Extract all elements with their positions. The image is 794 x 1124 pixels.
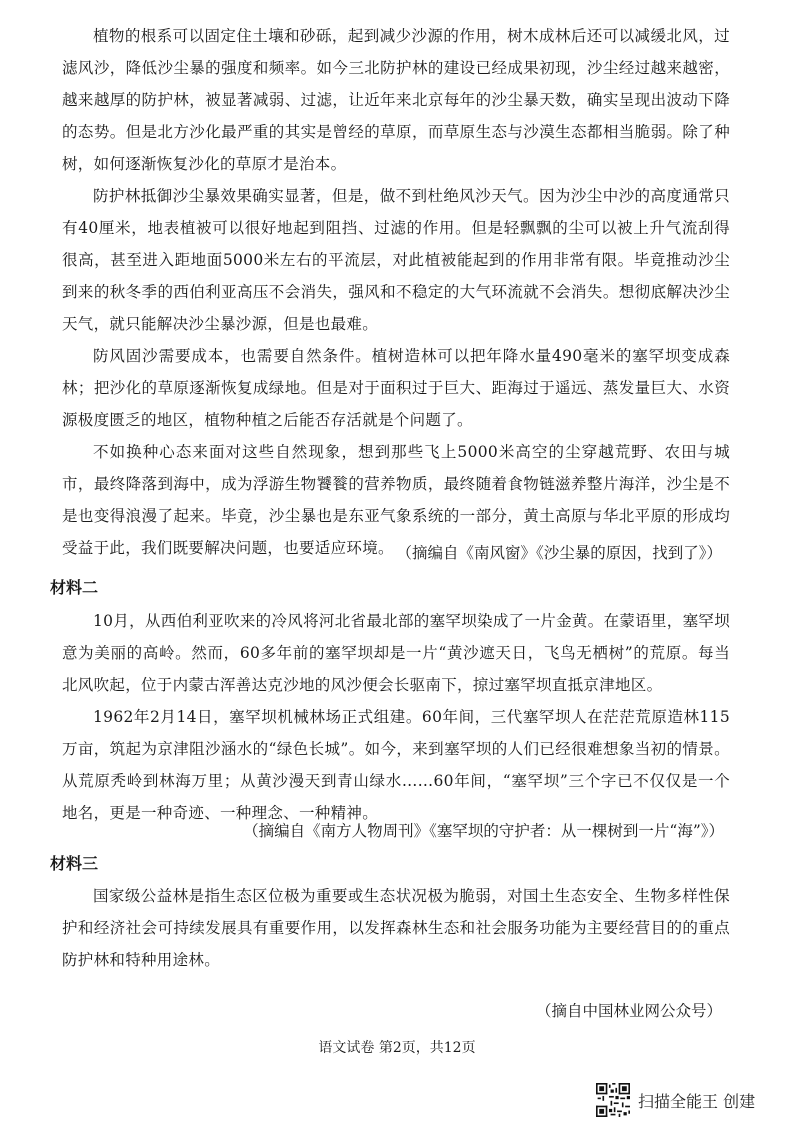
material-one-paragraph: 防护林抵御沙尘暴效果确实显著，但是，做不到杜绝风沙天气。因为沙尘中沙的高度通常只有40厘米，地表植被可以很好地起到阻挡、过滤的作用。但是轻飘飘的尘可以被上升气流刮得很高，甚至进入距地面5000米左右的平流层，对此植被能起到的作用非常有限。毕竟推动沙尘到来的秋冬季的西伯利亚高压不会消失，强风和不稳定的大气环流就不会消失。想彻底解决沙尘天气，就只能解决沙尘暴沙源，但是也最难。 xyxy=(62,187,730,333)
material-one-body xyxy=(62,20,730,564)
material-two-source: （摘编自《南方人物周刊》《塞罕坝的守护者：从一棵树到一片“海”》） xyxy=(243,822,724,840)
scanner-watermark xyxy=(596,1080,755,1120)
page-footer: 语文试卷 第2页，共12页 xyxy=(318,1040,476,1056)
scanner-label: 扫描全能王 创建 xyxy=(638,1091,756,1111)
material-three-heading: 材料三 xyxy=(50,854,99,873)
qr-code-icon xyxy=(596,1083,630,1117)
material-one-source: （摘编自《南风窗》《沙尘暴的原因，找到了》） xyxy=(396,544,722,562)
material-one-paragraph: 植物的根系可以固定住土壤和砂砾，起到减少沙源的作用，树木成林后还可以减缓北风，过滤风沙，降低沙尘暴的强度和频率。如今三北防护林的建设已经成果初现，沙尘经过越来越密，越来越厚的防护林，被显著减弱、过滤，让近年来北京每年的沙尘暴天数，确实呈现出波动下降的态势。但是北方沙化最严重的其实是曾经的草原，而草原生态与沙漠生态都相当脆弱。除了种树，如何逐渐恢复沙化的草原才是治本。 xyxy=(62,27,730,173)
material-one-paragraph: 防风固沙需要成本，也需要自然条件。植树造林可以把年降水量490毫米的塞罕坝变成森林；把沙化的草原逐渐恢复成绿地。但是对于面积过于巨大、距海过于遥远、蒸发量巨大、水资源极度匮乏的地区，植物种植之后能否存活就是个问题了。 xyxy=(62,347,730,429)
material-two-body xyxy=(62,605,730,829)
material-three-paragraph: 国家级公益林是指生态区位极为重要或生态状况极为脆弱，对国土生态安全、生物多样性保护和经济社会可持续发展具有重要作用，以发挥森林生态和社会服务功能为主要经营目的的重点防护林和特种用途林。 xyxy=(62,887,730,969)
material-three-source: （摘自中国林业网公众号） xyxy=(535,1002,722,1020)
material-two-paragraph: 10月，从西伯利亚吹来的冷风将河北省最北部的塞罕坝染成了一片金黄。在蒙语里，塞罕坝意为美丽的高岭。然而，60多年前的塞罕坝却是一片“黄沙遮天日，飞鸟无栖树”的荒原。每当北风吹起，位于内蒙古浑善达克沙地的风沙便会长驱南下，掠过塞罕坝直抵京津地区。 xyxy=(62,612,730,694)
material-two-paragraph: 1962年2月14日，塞罕坝机械林场正式组建。60年间，三代塞罕坝人在茫茫荒原造林115万亩，筑起为京津阻沙涵水的“绿色长城”。如今，来到塞罕坝的人们已经很难想象当初的情景。从荒原秃岭到林海万里；从黄沙漫天到青山绿水……60年间，“塞罕坝”三个字已不仅仅是一个地名，更是一种奇迹、一种理念、一种精神。 xyxy=(62,708,730,822)
material-one-paragraph: 不如换种心态来面对这些自然现象，想到那些飞上5000米高空的尘穿越荒野、农田与城市，最终降落到海中，成为浮游生物饕餮的营养物质，最终随着食物链滋养整片海洋，沙尘是不是也变得浪漫了起来。毕竟，沙尘暴也是东亚气象系统的一部分，黄土高原与华北平原的形成均受益于此，我们既要解决问题，也要适应环境。 xyxy=(62,443,730,557)
material-two-heading: 材料二 xyxy=(50,578,99,597)
material-three-body xyxy=(62,880,730,976)
